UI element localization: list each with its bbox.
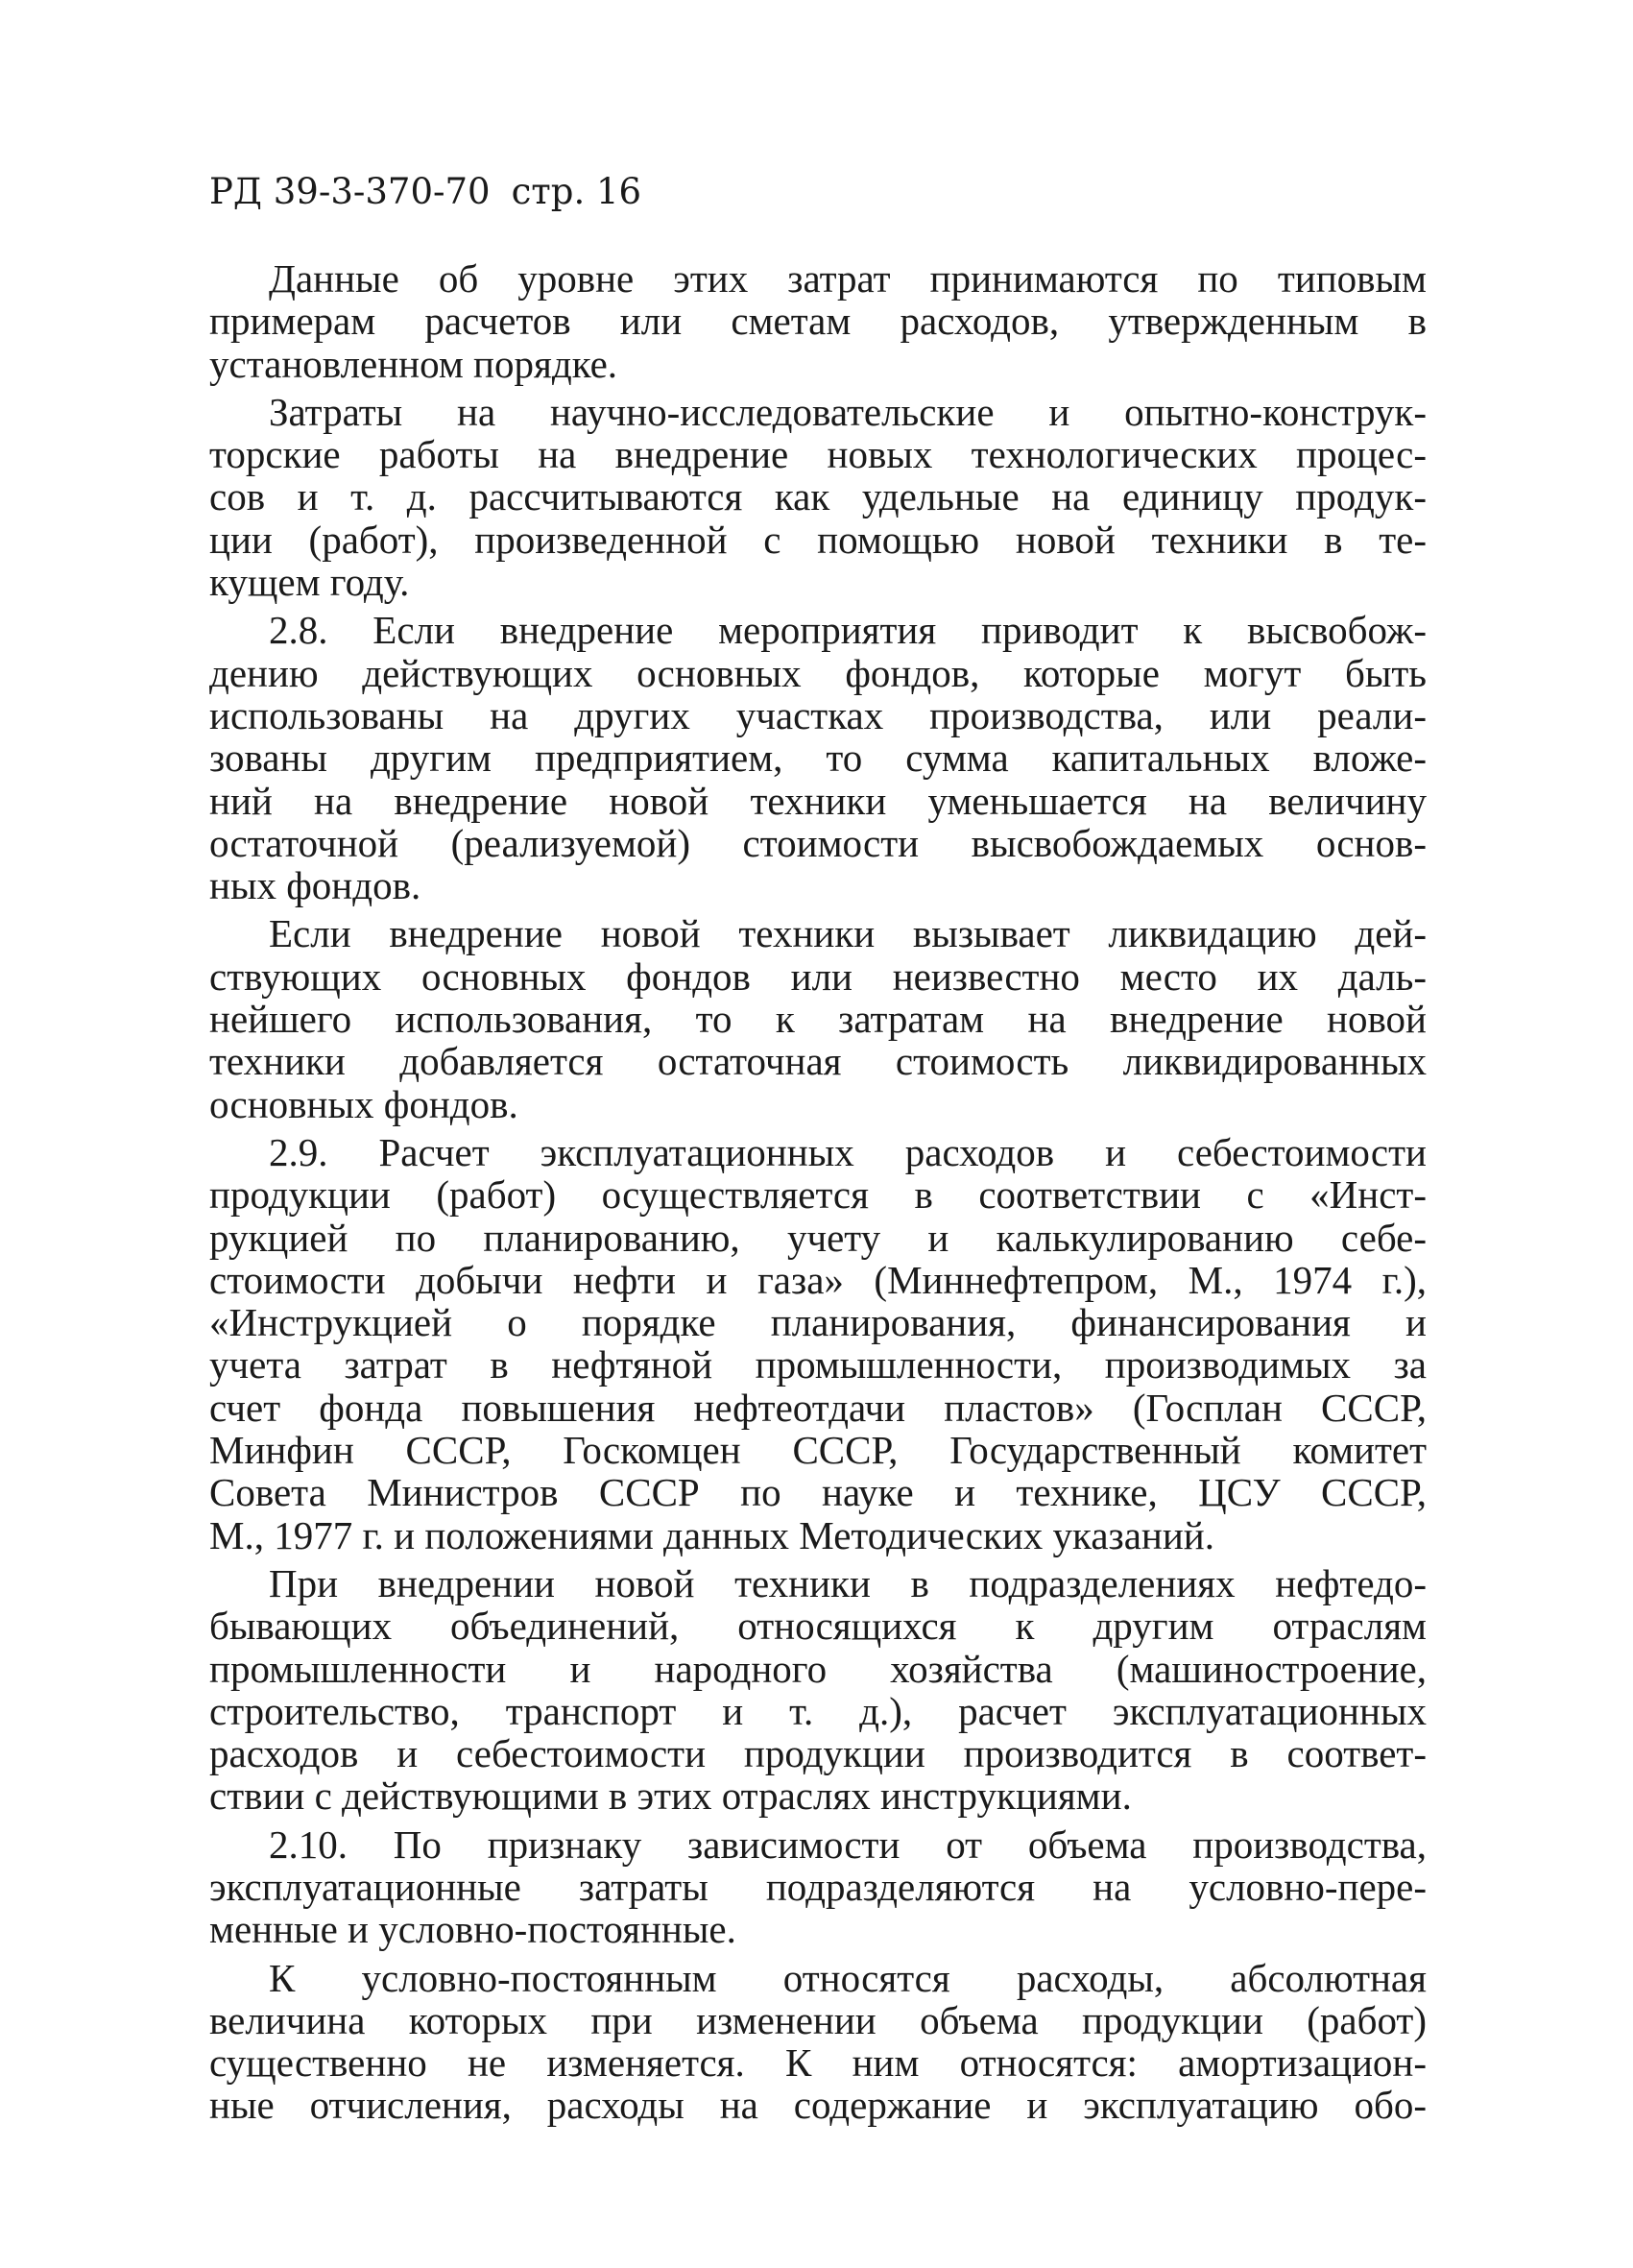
page-number: стр. 16 <box>511 171 642 212</box>
text-line: Затраты на научно-исследовательские и опытно-конструк- <box>269 389 1427 434</box>
text-line: техники добавляется остаточная стоимость ликвидированных <box>209 1039 1427 1084</box>
text-line: Минфин СССР, Госкомцен СССР, Государственный комитет <box>209 1428 1427 1473</box>
text-line: 2.10. По признаку зависимости от объема производства, <box>269 1822 1427 1867</box>
text-line: стоимости добычи нефти и газа» (Миннефтепром, М., 1974 г.), <box>209 1257 1427 1302</box>
text-line: нейшего использования, то к затратам на внедрение новой <box>209 997 1427 1042</box>
document-body <box>209 257 1427 2127</box>
paragraph <box>209 391 1427 603</box>
text-line: расходов и себестоимости продукции производится в соответ- <box>209 1731 1427 1776</box>
paragraph <box>209 1131 1427 1556</box>
text-line: торские работы на внедрение новых технологических процес- <box>209 432 1427 477</box>
text-line: промышленности и народного хозяйства (машиностроение, <box>209 1646 1427 1691</box>
text-line: учета затрат в нефтяной промышленности, производимых за <box>209 1342 1427 1387</box>
text-line: строительство, транспорт и т. д.), расчет эксплуатационных <box>209 1688 1427 1733</box>
text-line: ствующих основных фондов или неизвестно место их даль- <box>209 953 1427 999</box>
text-line: основных фондов. <box>209 1081 518 1126</box>
text-line: существенно не изменяется. К ним относятся: амортизацион- <box>209 2040 1427 2086</box>
text-line: установленном порядке. <box>209 341 618 386</box>
text-line: М., 1977 г. и положениями данных Методических указаний. <box>209 1512 1215 1557</box>
text-line: 2.8. Если внедрение мероприятия приводит к высвобож- <box>269 608 1427 653</box>
paragraph <box>209 609 1427 906</box>
page-header <box>209 171 641 212</box>
paragraph <box>209 257 1427 385</box>
text-line: зованы другим предприятием, то сумма капитальных вложе- <box>209 736 1427 781</box>
text-line: Данные об уровне этих затрат принимаются по типовым <box>269 256 1427 301</box>
text-line: ствии с действующими в этих отраслях инструкциями. <box>209 1773 1132 1819</box>
paragraph <box>209 1562 1427 1818</box>
text-line: использованы на других участках производства, или реали- <box>209 692 1427 737</box>
text-line: 2.9. Расчет эксплуатационных расходов и себестоимости <box>269 1129 1427 1174</box>
paragraph <box>209 1957 1427 2127</box>
text-line: дению действующих основных фондов, которые могут быть <box>209 650 1427 695</box>
text-line: сов и т. д. рассчитываются как удельные на единицу продук- <box>209 474 1427 519</box>
text-line: К условно-постоянным относятся расходы, абсолютная <box>269 1955 1427 2000</box>
text-line: примерам расчетов или сметам расходов, утвержденным в <box>209 299 1427 344</box>
text-line: величина которых при изменении объема продукции (работ) <box>209 1997 1427 2042</box>
text-line: Если внедрение новой техники вызывает ликвидацию дей- <box>269 911 1427 956</box>
text-line: ные отчисления, расходы на содержание и эксплуатацию обо- <box>209 2083 1427 2128</box>
text-line: кущем году. <box>209 560 410 605</box>
text-line: счет фонда повышения нефтеотдачи пластов» (Госплан СССР, <box>209 1385 1427 1430</box>
text-line: ний на внедрение новой техники уменьшается на величину <box>209 778 1427 823</box>
text-line: продукции (работ) осуществляется в соответствии с «Инст- <box>209 1172 1427 1218</box>
text-line: эксплуатационные затраты подразделяются на условно-пере- <box>209 1864 1427 1909</box>
text-line: Совета Министров СССР по науке и технике, ЦСУ СССР, <box>209 1470 1427 1515</box>
paragraph <box>209 912 1427 1124</box>
text-line: ных фондов. <box>209 863 421 908</box>
text-line: бывающих объединений, относящихся к другим отраслям <box>209 1604 1427 1649</box>
document-code: РД 39-3-370-70 <box>209 171 491 212</box>
text-line: При внедрении новой техники в подразделениях нефтедо- <box>269 1560 1427 1605</box>
text-line: ции (работ), произведенной с помощью новой техники в те- <box>209 517 1427 562</box>
text-line: «Инструкцией о порядке планирования, финансирования и <box>209 1300 1427 1345</box>
text-line: рукцией по планированию, учету и калькулированию себе- <box>209 1215 1427 1260</box>
text-line: остаточной (реализуемой) стоимости высвобождаемых основ- <box>209 820 1427 865</box>
text-line: менные и условно-постоянные. <box>209 1907 736 1952</box>
paragraph <box>209 1823 1427 1951</box>
